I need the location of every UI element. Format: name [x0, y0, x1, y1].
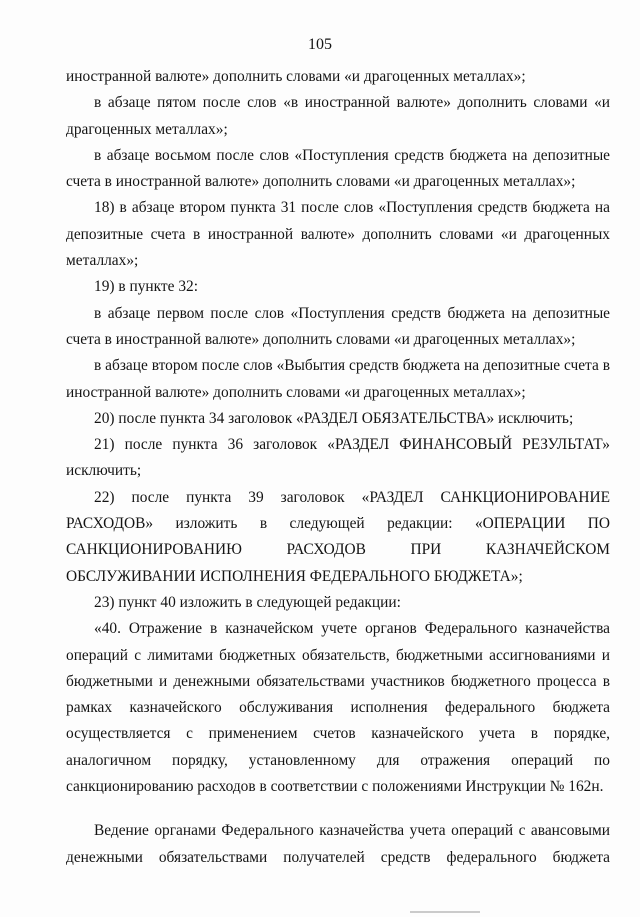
- paragraph-6: в абзаце первом после слов «Поступления средств бюджета на депозитные счета в иностранной валюте» дополнить словами «и драгоценных металлах»;: [66, 304, 610, 348]
- paragraph-3: в абзаце восьмом после слов «Поступления средств бюджета на депозитные счета в иностранной валюте» дополнить словами «и драгоценных металлах»;: [66, 146, 610, 191]
- scan-artifact: [410, 911, 480, 913]
- paragraph-12: «40. Отражение в казначейском учете органов Федерального казначейства операций с лимитами бюджетных обязательств, бюджетными ассигнованиями и бюджетными и денежными обязательствами участников бюджетного процесса в рамках казначейского обслуживания исполнения федерального бюджета осуществляется с применением счетов казначейского учета в порядке, аналогичном порядку, установленному для отражения операций по санкционированию расходов в соответствии с положениями Инструкции № 162н.: [66, 620, 610, 796]
- document-body: [66, 64, 610, 871]
- paragraph-8: 20) после пункта 34 заголовок «РАЗДЕЛ ОБЯЗАТЕЛЬСТВА» исключить;: [94, 409, 574, 427]
- paragraph-1: иностранной валюте» дополнить словами «и драгоценных металлах»;: [66, 68, 526, 85]
- paragraph-9: 21) после пункта 36 заголовок «РАЗДЕЛ ФИНАНСОВЫЙ РЕЗУЛЬТАТ» исключить;: [66, 436, 610, 480]
- paragraph-13: Ведение органами Федерального казначейства учета операций с авансовыми денежными обязательствами получателей средств федерального бюджета: [66, 822, 610, 866]
- paragraph-4: 18) в абзаце втором пункта 31 после слов «Поступления средств бюджета на депозитные счета в иностранной валюте» дополнить словами «и драгоценных металлах»;: [66, 199, 610, 270]
- paragraph-2: в абзаце пятом после слов «в иностранной валюте» дополнить словами «и драгоценных металлах»;: [66, 94, 610, 138]
- paragraph-10: 22) после пункта 39 заголовок «РАЗДЕЛ САНКЦИОНИРОВАНИЕ РАСХОДОВ» изложить в следующей редакции: «ОПЕРАЦИИ ПО САНКЦИОНИРОВАНИЮ РАСХОДОВ ПРИ КАЗНАЧЕЙСКОМ ОБСЛУЖИВАНИИ ИСПОЛНЕНИЯ ФЕДЕРАЛЬНОГО БЮДЖЕТА»;: [66, 488, 610, 585]
- paragraph-11: 23) пункт 40 изложить в следующей редакции:: [94, 593, 401, 611]
- page-number: 105: [308, 36, 332, 53]
- paragraph-7: в абзаце втором после слов «Выбытия средств бюджета на депозитные счета в иностранной валюте» дополнить словами «и драгоценных металлах»;: [66, 357, 610, 401]
- paragraph-5: 19) в пункте 32:: [94, 278, 198, 296]
